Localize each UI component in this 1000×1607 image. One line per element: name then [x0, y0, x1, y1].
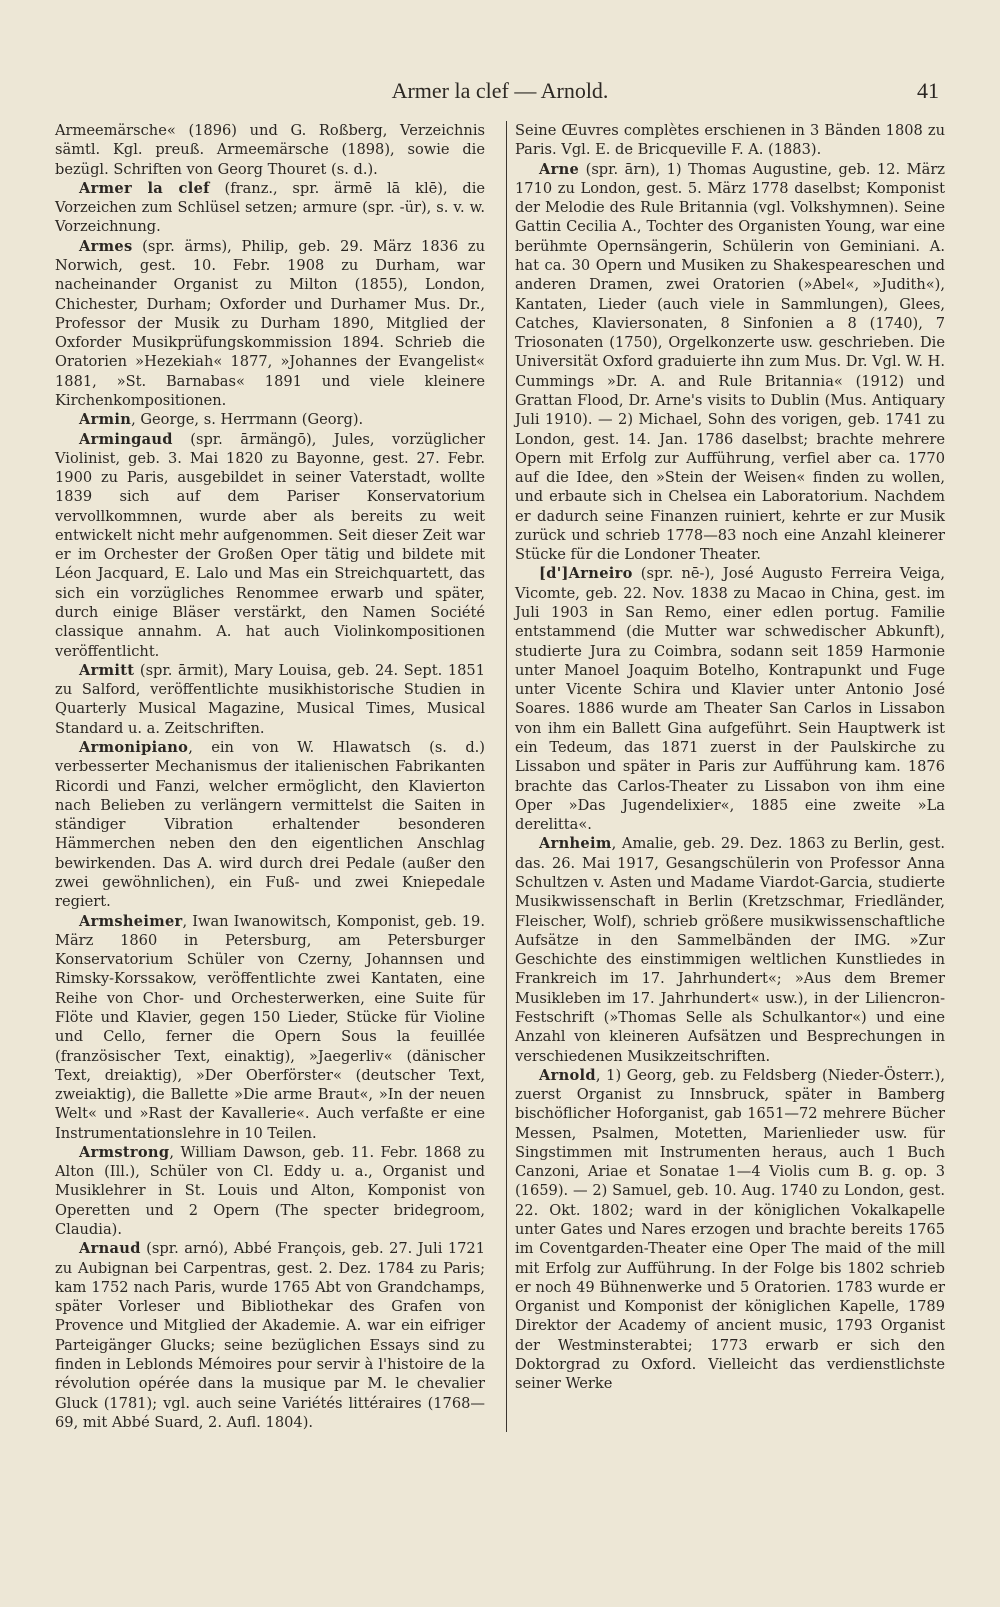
- entry-text: (spr. ārmit), Mary Louisa, geb. 24. Sept. 1851 zu Salford, veröffentlichte musikhistorische Studien in Quarterly Musical Magazine, Musical Times, Musical Standard u. a. Zeitschriften.: [55, 661, 485, 737]
- dictionary-entry: [55, 179, 485, 237]
- entry-headword: Arnheim: [539, 835, 612, 853]
- entry-text: (spr. ärms), Philip, geb. 29. März 1836 zu Norwich, gest. 10. Febr. 1908 zu Durham, war nacheinander Organist zu Milton (1855), London, Chichester, Durham; Oxforder und Durhamer Mus. Dr., Professor der Musik zu Durham 1890, Mitglied der Oxforder Musikprüfungskommission 1894. Schrieb die Oratorien »Hezekiah« 1877, »Johannes der Evangelist« 1881, »St. Barnabas« 1891 und viele kleinere Kirchenkompositionen.: [55, 237, 485, 409]
- dictionary-entry: [515, 121, 945, 160]
- entry-headword: Armsheimer: [79, 912, 183, 930]
- entry-text: (spr. nē-), José Augusto Ferreira Veiga, Vicomte, geb. 22. Nov. 1838 zu Macao in China, gest. im Juli 1903 in San Remo, einer edlen portug. Familie entstammend (die Mutter war schwedischer Abkunft), studierte Jura zu Coimbra, sodann seit 1859 Harmonie unter Manoel Joaquim Botelho, Kontrapunkt und Fuge unter Vicente Schira und Klavier unter Antonio José Soares. 1886 wurde am Theater San Carlos in Lissabon von ihm ein Ballett Gina aufgeführt. Sein Hauptwerk ist ein Tedeum, das 1871 zuerst in der Paulskirche zu Lissabon und später in Paris zur Aufführung kam. 1876 brachte das Carlos-Theater zu Lissabon von ihm eine Oper »Das Jugendelixier«, 1885 eine zweite »La derelitta«.: [515, 565, 945, 834]
- entry-text: (franz., spr. ärmē lā klē), die Vorzeichen zum Schlüsel setzen; armure (spr. -ür), s. v. w. Vorzeichnung.: [55, 179, 485, 236]
- dictionary-entry: [55, 1239, 485, 1432]
- dictionary-entry: [55, 430, 485, 661]
- entry-headword: Arne: [539, 160, 580, 178]
- left-column: [55, 121, 493, 1432]
- entry-text: , Amalie, geb. 29. Dez. 1863 zu Berlin, gest. das. 26. Mai 1917, Gesangschülerin von Professor Anna Schultzen v. Asten und Madame Viardot-Garcia, studierte Musikwissenschaft in Berlin (Kretzschmar, Friedländer, Fleischer, Wolf), schrieb größere musikwissenschaftliche Aufsätze in den Sammelbänden der IMG. »Zur Geschichte des einstimmigen weltlichen Kunstliedes in Frankreich im 17. Jahrhundert«; »Aus dem Bremer Musikleben im 17. Jahrhundert« usw.), in der Liliencron-Festschrift (»Thomas Selle als Schulkantor«) und eine Anzahl von kleineren Aufsätzen und Besprechungen in verschiedenen Musikzeitschriften.: [515, 835, 945, 1065]
- entry-headword: Armer la clef: [79, 179, 210, 197]
- right-column: [506, 121, 945, 1432]
- dictionary-entry: [515, 834, 945, 1065]
- entry-headword: Arnold: [539, 1066, 596, 1084]
- entry-headword: Arnaud: [79, 1240, 141, 1258]
- dictionary-entry: [55, 912, 485, 1143]
- entry-headword: Armitt: [79, 661, 135, 679]
- dictionary-entry: [55, 237, 485, 411]
- dictionary-entry: [515, 1066, 945, 1394]
- page-header: [55, 78, 945, 112]
- dictionary-entry: [515, 564, 945, 834]
- entry-headword: Armin: [79, 411, 132, 429]
- dictionary-entry: [515, 160, 945, 565]
- entry-text: Armeemärsche« (1896) und G. Roßberg, Verzeichnis sämtl. Kgl. preuß. Armeemärsche (1898), sowie die bezügl. Schriften von Georg Thouret (s. d.).: [55, 122, 485, 178]
- entry-text: (spr. ārmängō), Jules, vorzüglicher Violinist, geb. 3. Mai 1820 zu Bayonne, gest. 27. Febr. 1900 zu Paris, ausgebildet in seiner Vaterstadt, wollte 1839 sich auf dem Pariser Konservatorium vervollkommnen, wurde aber als bereits zu weit entwickelt nicht mehr aufgenommen. Seit dieser Zeit war er im Orchester der Großen Oper tätig und bildete mit Léon Jacquard, E. Lalo und Mas ein Streichquartett, das sich ein vorzügliches Renommee erwarb und später, durch einige Bläser verstärkt, den Namen Société classique annahm. A. hat auch Violinkompositionen veröffentlicht.: [55, 430, 485, 660]
- entry-text: (spr. ārn), 1) Thomas Augustine, geb. 12. März 1710 zu London, gest. 5. März 1778 daselbst; Komponist der Melodie des Rule Britannia (vgl. Volkshymnen). Seine Gattin Cecilia A., Tochter des Organisten Young, war eine berühmte Opernsängerin, Schülerin von Geminiani. A. hat ca. 30 Opern und Musiken zu Shakespeareschen und anderen Dramen, zwei Oratorien (»Abel«, »Judith«), Kantaten, Lieder (auch viele in Sammlungen), Glees, Catches, Klaviersonaten, 8 Sinfonien a 8 (1740), 7 Triosonaten (1750), Orgelkonzerte usw. geschrieben. Die Universität Oxford graduierte ihn zum Mus. Dr. Vgl. W. H. Cummings »Dr. A. and Rule Britannia« (1912) und Grattan Flood, Dr. Arne's visits to Dublin (Mus. Antiquary Juli 1910). — 2) Michael, Sohn des vorigen, geb. 1741 zu London, gest. 14. Jan. 1786 daselbst; brachte mehrere Opern mit Erfolg zur Aufführung, verfiel aber ca. 1770 auf die Idee, den »Stein der Weisen« finden zu wollen, und erbaute sich in Chelsea ein Laboratorium. Nachdem er dadurch seine Finanzen ruiniert, kehrte er zur Musik zurück und schrieb 1778—83 noch eine Anzahl kleinerer Stücke für die Londoner Theater.: [515, 160, 946, 564]
- dictionary-entry: [55, 121, 485, 179]
- entry-text: , William Dawson, geb. 11. Febr. 1868 zu Alton (Ill.), Schüler von Cl. Eddy u. a., Organist und Musiklehrer in St. Louis und Alton, Komponist von Operetten und 2 Opern (The specter bridegroom, Claudia).: [55, 1143, 485, 1239]
- entry-text: , 1) Georg, geb. zu Feldsberg (Nieder-Österr.), zuerst Organist zu Innsbruck, später in Bamberg bischöflicher Hoforganist, gab 1651—72 mehrere Bücher Messen, Psalmen, Motetten, Marienlieder usw. für Singstimmen mit Instrumenten heraus, auch 1 Buch Canzoni, Ariae et Sonatae 1—4 Violis cum B. g. op. 3 (1659). — 2) Samuel, geb. 10. Aug. 1740 zu London, gest. 22. Okt. 1802; ward in der königlichen Vokalkapelle unter Gates und Nares erzogen und brachte bereits 1765 im Coventgarden-Theater eine Oper The maid of the mill mit Erfolg zur Aufführung. In der Folge bis 1802 schrieb er noch 49 Bühnenwerke und 5 Oratorien. 1783 wurde er Organist und Komponist der königlichen Kapelle, 1789 Direktor der Academy of ancient music, 1793 Organist der Westminsterabtei; 1773 erwarb er sich den Doktorgrad zu Oxford. Vielleicht das verdienstlichste seiner Werke: [515, 1066, 945, 1393]
- dictionary-entry: [55, 410, 485, 429]
- entry-headword: Armes: [79, 237, 133, 255]
- entry-text: , Iwan Iwanowitsch, Komponist, geb. 19. März 1860 in Petersburg, am Petersburger Konservatorium Schüler von Czerny, Johannsen und Rimsky-Korssakow, veröffentlichte zwei Kantaten, eine Reihe von Chor- und Orchesterwerken, eine Suite für Flöte und Klavier, gegen 150 Lieder, Stücke für Violine und Cello, ferner die Opern Sous la feuillée (französischer Text, einaktig), »Jaegerliv« (dänischer Text, dreiaktig), »Der Oberförster« (deutscher Text, zweiaktig), die Ballette »Die arme Braut«, »In der neuen Welt« und »Rast der Kavallerie«. Auch verfaßte er eine Instrumentationslehre in 10 Teilen.: [55, 912, 485, 1142]
- entry-headword: Armstrong: [79, 1143, 170, 1161]
- entry-headword: [d']Arneiro: [539, 565, 633, 583]
- dictionary-entry: [55, 738, 485, 912]
- entry-text: , ein von W. Hlawatsch (s. d.) verbesserter Mechanismus der italienischen Fabrikanten Ricordi und Fanzi, welcher ermöglicht, den Klavierton nach Belieben zu verlängern vermittelst die Saiten in ständiger Vibration erhaltender besonderen Hämmerchen neben den den eigentlichen Anschlag bewirkenden. Das A. wird durch drei Pedale (außer den zwei gewöhnlichen), ein Fuß- und zwei Kniepedale regiert.: [55, 739, 485, 911]
- dictionary-entry: [55, 661, 485, 738]
- entry-text: (spr. arnó), Abbé François, geb. 27. Juli 1721 zu Aubignan bei Carpentras, gest. 2. Dez. 1784 zu Paris; kam 1752 nach Paris, wurde 1765 Abt von Grandchamps, später Vorleser und Bibliothekar des Grafen von Provence und Mitglied der Akademie. A. war ein eifriger Parteigänger Glucks; seine bezüglichen Essays sind zu finden in Leblonds Mémoires pour servir à l'histoire de la révolution opérée dans la musique par M. le chevalier Gluck (1781); vgl. auch seine Variétés littéraires (1768—69, mit Abbé Suard, 2. Aufl. 1804).: [55, 1240, 485, 1431]
- entry-headword: Armingaud: [79, 430, 173, 448]
- running-head: Armer la clef — Arnold.: [391, 78, 609, 103]
- entry-text: , George, s. Herrmann (Georg).: [131, 411, 364, 429]
- page-number: 41: [917, 78, 939, 103]
- text-columns: [55, 121, 945, 1432]
- dictionary-entry: [55, 1143, 485, 1239]
- entry-text: Seine Œuvres complètes erschienen in 3 Bänden 1808 zu Paris. Vgl. E. de Bricqueville F. A. (1883).: [515, 122, 945, 159]
- entry-headword: Armonipiano: [79, 739, 189, 756]
